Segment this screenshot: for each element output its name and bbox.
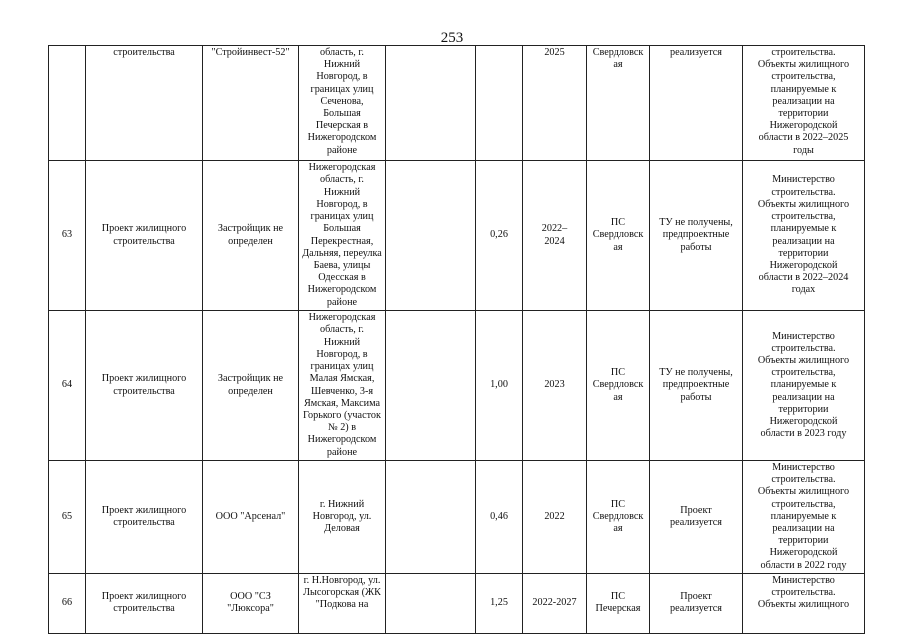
cell-blank <box>386 573 476 633</box>
cell-address <box>299 311 386 461</box>
cell-text: Проект жилищного строительства <box>101 504 187 528</box>
cell-text: 65 <box>61 510 73 522</box>
cell-num <box>49 311 86 461</box>
cell-address <box>299 46 386 161</box>
cell-text: строительства <box>113 47 175 58</box>
cell-area <box>476 161 523 311</box>
cell-period <box>523 573 587 633</box>
cell-area <box>476 573 523 633</box>
cell-name <box>86 161 203 311</box>
table-row <box>49 311 865 461</box>
cell-text: Проект жилищного строительства <box>101 223 187 247</box>
cell-text: г. Н.Новгород, ул. Лысогорская (ЖК "Подкова на <box>303 574 381 611</box>
cell-substation <box>587 161 650 311</box>
cell-source <box>743 46 865 161</box>
cell-text: ТУ не получены, предпроектные работы <box>659 217 733 253</box>
cell-text: область, г. Нижний Новгород, в границах улиц Сеченова, Большая Печерская в Нижегородском районе <box>307 47 377 156</box>
cell-text: реализуется <box>670 47 722 58</box>
cell-text: 2022– 2024 <box>541 223 568 247</box>
cell-text: Проект реализуется <box>670 591 722 615</box>
cell-text: строительства. Объекты жилищного строительства, планируемые к реализации на территории Нижегородской области в 2022–2025 годы <box>757 47 850 156</box>
table-row <box>49 161 865 311</box>
cell-text: Свердловск ая <box>592 47 644 71</box>
cell-name <box>86 46 203 161</box>
cell-substation <box>587 573 650 633</box>
cell-text: 2022 <box>544 510 565 522</box>
cell-text: Застройщик не определен <box>217 373 284 397</box>
cell-text: Нижегородская область, г. Нижний Новгород, в границах улиц Большая Перекрестная, Дальняя, переулка Баева, улицы Одесская в Нижегородском районе <box>302 162 382 308</box>
cell-text: Министерство строительства. Объекты жилищного строительства, планируемые к реализации на территории Нижегородской области в 2022 году <box>757 462 850 571</box>
cell-text: Проект жилищного строительства <box>101 591 187 615</box>
cell-text: 2022-2027 <box>532 597 577 609</box>
cell-text: Нижегородская область, г. Нижний Новгород, в границах улиц Малая Ямская, Шевченко, 3-я Ямская, Максима Горького (участок № 2) в Нижегородском районе <box>303 312 381 458</box>
cell-text: 63 <box>61 229 73 241</box>
table-row <box>49 461 865 574</box>
cell-text: "Стройинвест-52" <box>211 47 290 58</box>
cell-source <box>743 573 865 633</box>
page-number: 253 <box>440 30 464 46</box>
cell-substation <box>587 46 650 161</box>
table-row <box>49 573 865 633</box>
cell-blank <box>386 46 476 161</box>
cell-text: 2023 <box>544 379 565 391</box>
cell-developer <box>203 461 299 574</box>
cell-text: 1,25 <box>490 597 508 609</box>
cell-num <box>49 573 86 633</box>
data-table <box>48 45 865 634</box>
cell-text: 0,46 <box>490 510 508 522</box>
cell-developer <box>203 311 299 461</box>
cell-period <box>523 46 587 161</box>
cell-source <box>743 461 865 574</box>
cell-text: 66 <box>61 597 73 609</box>
cell-source <box>743 161 865 311</box>
cell-text: Проект жилищного строительства <box>101 373 187 397</box>
cell-blank <box>386 311 476 461</box>
cell-text: ООО "СЗ "Люксора" <box>227 591 274 615</box>
cell-text: Министерство строительства. Объекты жилищного <box>757 574 850 611</box>
cell-period <box>523 311 587 461</box>
cell-area <box>476 461 523 574</box>
cell-status <box>650 461 743 574</box>
cell-text: Министерство строительства. Объекты жилищного строительства, планируемые к реализации на территории Нижегородской области в 2022–2024 годах <box>757 174 850 296</box>
cell-text: ПС Свердловск ая <box>592 217 644 253</box>
cell-text: Застройщик не определен <box>217 223 284 247</box>
cell-text: Проект реализуется <box>670 504 722 528</box>
cell-text: 2025 <box>544 47 565 58</box>
cell-text: ТУ не получены, предпроектные работы <box>659 367 733 403</box>
cell-text: ООО "Арсенал" <box>215 510 286 522</box>
cell-status <box>650 573 743 633</box>
cell-developer <box>203 573 299 633</box>
cell-address <box>299 461 386 574</box>
cell-substation <box>587 461 650 574</box>
cell-text: ПС Свердловск ая <box>592 367 644 403</box>
table-row <box>49 46 865 161</box>
cell-name <box>86 461 203 574</box>
cell-name <box>86 311 203 461</box>
cell-text: 1,00 <box>490 379 508 391</box>
cell-status <box>650 161 743 311</box>
cell-address <box>299 161 386 311</box>
cell-text: 64 <box>61 379 73 391</box>
cell-num <box>49 461 86 574</box>
cell-source <box>743 311 865 461</box>
cell-period <box>523 161 587 311</box>
cell-text: г. Нижний Новгород, ул. Деловая <box>312 498 372 535</box>
cell-text: 0,26 <box>490 229 508 241</box>
cell-text: Министерство строительства. Объекты жилищного строительства, планируемые к реализации на территории Нижегородской области в 2023 году <box>757 330 850 440</box>
cell-num <box>49 46 86 161</box>
cell-status <box>650 46 743 161</box>
cell-name <box>86 573 203 633</box>
cell-period <box>523 461 587 574</box>
cell-status <box>650 311 743 461</box>
cell-substation <box>587 311 650 461</box>
cell-address <box>299 573 386 633</box>
cell-area <box>476 311 523 461</box>
cell-area <box>476 46 523 161</box>
cell-num <box>49 161 86 311</box>
cell-blank <box>386 161 476 311</box>
cell-developer <box>203 46 299 161</box>
cell-blank <box>386 461 476 574</box>
cell-developer <box>203 161 299 311</box>
cell-text: ПС Свердловск ая <box>592 498 644 535</box>
cell-text: ПС Печерская <box>595 591 641 615</box>
